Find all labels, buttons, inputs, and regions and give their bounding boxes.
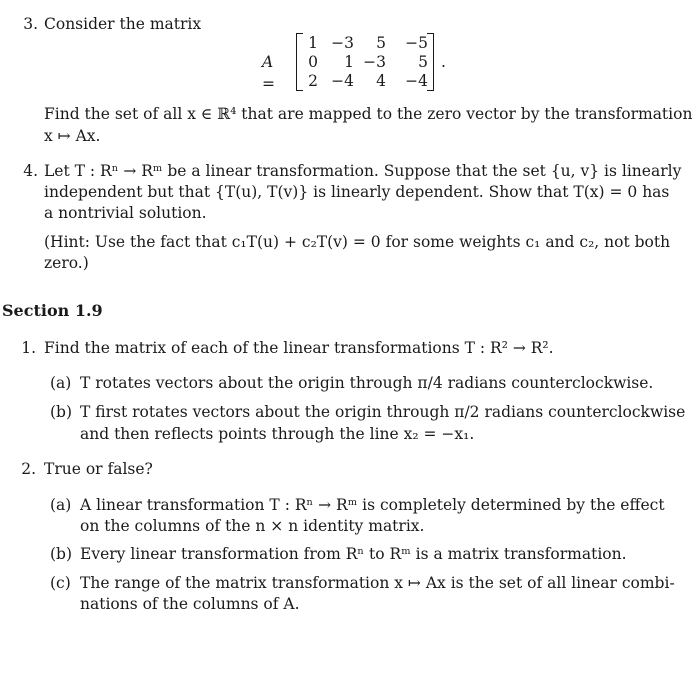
problem-3-line2: x ↦ Ax. — [44, 127, 101, 145]
subpart-label: (b) — [50, 545, 73, 563]
matrix-cell: 2 — [308, 72, 318, 90]
subpart-text: Every linear transformation from Rⁿ to Rᵐ is a matrix transformation. — [80, 545, 627, 563]
subpart-text-line1: T first rotates vectors about the origin through π/2 radians counterclockwise — [80, 403, 686, 421]
problem-text: True or false? — [44, 460, 153, 478]
problem-4-line3: a nontrivial solution. — [44, 204, 207, 222]
matrix-cell: −3 — [331, 34, 354, 52]
matrix-label: A = — [262, 53, 275, 93]
problem-number: 4. — [23, 162, 38, 180]
problem-4-line1: Let T : Rⁿ → Rᵐ be a linear transformation. Suppose that the set {u, v} is linearly — [44, 162, 682, 180]
subpart-text-line2: on the columns of the n × n identity matrix. — [80, 517, 425, 535]
subpart-label: (b) — [50, 403, 73, 421]
problem-4-line2: independent but that {T(u), T(v)} is linearly dependent. Show that T(x) = 0 has — [44, 183, 670, 201]
subpart-text-line2: and then reflects points through the line x₂ = −x₁. — [80, 425, 475, 443]
matrix-cell: −5 — [405, 34, 428, 52]
subpart-text-line1: A linear transformation T : Rⁿ → Rᵐ is completely determined by the effect — [80, 496, 665, 514]
matrix-cell: 1 — [308, 34, 318, 52]
problem-3-intro: Consider the matrix — [44, 15, 202, 33]
matrix-cell: 5 — [418, 53, 428, 71]
matrix-cell: −4 — [331, 72, 354, 90]
right-bracket — [427, 33, 434, 91]
subpart-text-line1: The range of the matrix transformation x ↦ Ax is the set of all linear combi- — [80, 574, 675, 592]
problem-4-hint-line1: (Hint: Use the fact that c₁T(u) + c₂T(v) = 0 for some weights c₁ and c₂, not both — [44, 233, 671, 251]
subpart-text-line2: nations of the columns of A. — [80, 595, 300, 613]
subpart-text: T rotates vectors about the origin through π/4 radians counterclockwise. — [80, 374, 654, 392]
matrix-cell: 4 — [376, 72, 386, 90]
matrix-cell: 5 — [376, 34, 386, 52]
problem-4-hint-line2: zero.) — [44, 254, 89, 272]
problem-3-line1: Find the set of all x ∈ ℝ⁴ that are mapped to the zero vector by the transformation — [44, 105, 693, 123]
matrix-period: . — [441, 53, 446, 71]
subpart-label: (a) — [50, 496, 72, 514]
problem-number: 2. — [21, 460, 36, 478]
problem-text: Find the matrix of each of the linear transformations T : R² → R². — [44, 339, 554, 357]
matrix-cell: −4 — [405, 72, 428, 90]
matrix-cell: −3 — [363, 53, 386, 71]
subpart-label: (c) — [50, 574, 71, 592]
problem-number: 3. — [23, 15, 38, 33]
subpart-label: (a) — [50, 374, 72, 392]
problem-number: 1. — [21, 339, 36, 357]
section-title: Section 1.9 — [2, 301, 103, 320]
matrix-cell: 0 — [308, 53, 318, 71]
matrix-cell: 1 — [344, 53, 354, 71]
